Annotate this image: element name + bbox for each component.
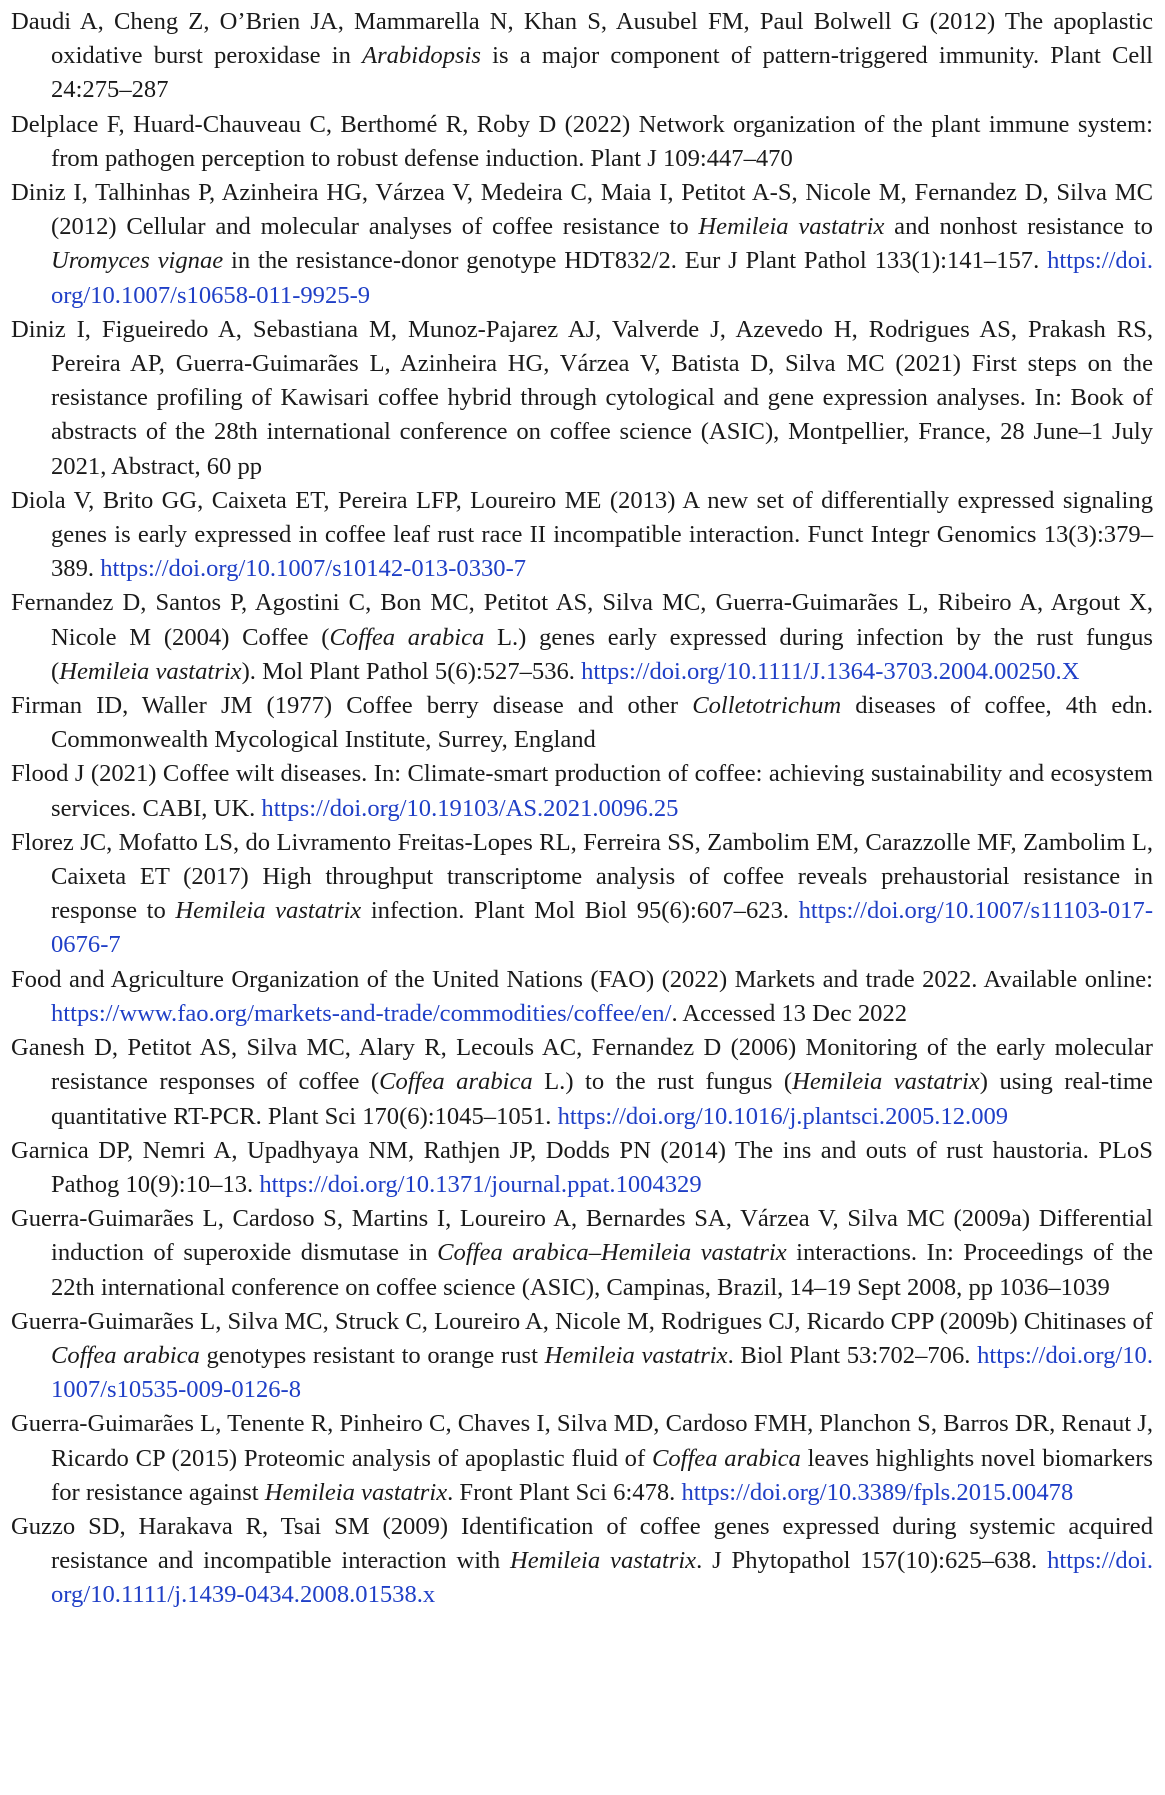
doi-link[interactable]: https://www.fao.org/markets-and-trade/commodities/coffee/en/ — [51, 999, 672, 1027]
doi-link[interactable]: https://doi.org/10.1007/s10658-011-9925-9 — [51, 247, 1153, 309]
reference-text: ) using real-time quantitative RT-PCR. Plant Sci 170(6):1045–1051. — [51, 1068, 1153, 1130]
reference-text: Fernandez D, Santos P, Agostini C, Bon MC, Petitot AS, Silva MC, Guerra-Guimarães L, Ribeiro A, Argout X, Nicole M (2004) Coffee ( — [11, 589, 1153, 651]
reference-entry — [11, 757, 1153, 825]
reference-text: and nonhost resistance to — [884, 213, 1153, 241]
italic-term: Hemileia vastatrix — [544, 1341, 728, 1369]
reference-entry — [11, 1305, 1153, 1408]
italic-term: Coffea arabica — [651, 1444, 801, 1472]
italic-term: Arabidopsis — [362, 42, 481, 70]
reference-text: L.) to the rust fungus ( — [532, 1068, 793, 1096]
reference-text: L.) genes early expressed during infection by the rust fungus ( — [51, 623, 1153, 685]
reference-entry — [11, 313, 1153, 484]
reference-text: Guerra-Guimarães L, Silva MC, Struck C, Loureiro A, Nicole M, Rodrigues CJ, Ricardo CPP (2009b) Chitinases of — [11, 1307, 1153, 1335]
doi-link[interactable]: https://doi.org/10.1007/s11103-017-0676-7 — [51, 897, 1154, 959]
italic-term: Hemileia vastatrix — [264, 1478, 448, 1506]
reference-text: interactions. In: Proceedings of the 22th international conference on coffee science (ASIC), Campinas, Brazil, 14–19 Sept 2008, pp 1036–1039 — [51, 1239, 1153, 1301]
italic-term: Hemileia vastatrix — [698, 213, 885, 241]
reference-entry — [11, 586, 1153, 689]
reference-text: Florez JC, Mofatto LS, do Livramento Freitas-Lopes RL, Ferreira SS, Zambolim EM, Carazzolle MF, Zambolim L, Caixeta ET (2017) High throughput transcriptome analysis of coffee reveals prehaustorial resistance in response to — [11, 828, 1153, 925]
reference-text: . Front Plant Sci 6:478. — [447, 1478, 682, 1506]
italic-term: Coffea arabica — [51, 1341, 200, 1369]
reference-text: ). Mol Plant Pathol 5(6):527–536. — [241, 657, 582, 685]
italic-term: Hemileia vastatrix — [175, 897, 362, 925]
doi-link[interactable]: https://doi.org/10.1007/s10142-013-0330-7 — [100, 555, 527, 583]
reference-text: Guerra-Guimarães L, Tenente R, Pinheiro C, Chaves I, Silva MD, Cardoso FMH, Planchon S, Barros DR, Renaut J, Ricardo CP (2015) Proteomic analysis of apoplastic fluid of — [11, 1410, 1153, 1472]
doi-link[interactable]: https://doi.org/10.1371/journal.ppat.1004329 — [259, 1170, 702, 1198]
reference-text: in the resistance-donor genotype HDT832/2. Eur J Plant Pathol 133(1):141–157. — [223, 247, 1048, 275]
italic-term: Uromyces vignae — [51, 247, 224, 275]
reference-text: Delplace F, Huard-Chauveau C, Berthomé R, Roby D (2022) Network organization of the plant immune system: from pathogen perception to robust defense induction. Plant J 109:447–470 — [11, 110, 1153, 172]
reference-entry — [11, 108, 1153, 176]
italic-term: Coffea arabica–Hemileia vastatrix — [437, 1239, 787, 1267]
doi-link[interactable]: https://doi.org/10.1111/J.1364-3703.2004.00250.X — [581, 657, 1080, 685]
reference-entry — [11, 1031, 1153, 1134]
reference-text: Flood J (2021) Coffee wilt diseases. In: Climate-smart production of coffee: achieving sustainability and ecosystem services. CABI, UK. — [11, 760, 1153, 822]
doi-link[interactable]: https://doi.org/10.1007/s10535-009-0126-8 — [51, 1341, 1153, 1404]
reference-text: Diola V, Brito GG, Caixeta ET, Pereira LFP, Loureiro ME (2013) A new set of differentially expressed signaling genes is early expressed in coffee leaf rust race II incompatible interaction. Funct Integr Genomics 13(3):379–389. — [11, 486, 1153, 583]
reference-entry — [11, 1407, 1153, 1510]
reference-text: infection. Plant Mol Biol 95(6):607–623. — [361, 897, 799, 925]
reference-text: . Accessed 13 Dec 2022 — [671, 999, 908, 1027]
reference-entry — [11, 1134, 1153, 1202]
doi-link[interactable]: https://doi.org/10.1111/j.1439-0434.2008.01538.x — [51, 1547, 1153, 1609]
reference-entry — [11, 5, 1153, 108]
italic-term: Hemileia vastatrix — [510, 1547, 697, 1575]
reference-text: Guzzo SD, Harakava R, Tsai SM (2009) Identification of coffee genes expressed during systemic acquired resistance and incompatible interaction with — [11, 1512, 1153, 1575]
reference-entry — [11, 1510, 1153, 1613]
reference-text: is a major component of pattern-triggered immunity. Plant Cell 24:275–287 — [51, 42, 1153, 104]
reference-text: genotypes resistant to orange rust — [199, 1341, 545, 1369]
reference-text: diseases of coffee, 4th edn. Commonwealth Mycological Institute, Surrey, England — [51, 692, 1153, 754]
reference-text: Diniz I, Talhinhas P, Azinheira HG, Várzea V, Medeira C, Maia I, Petitot A-S, Nicole M, Fernandez D, Silva MC (2012) Cellular and molecular analyses of coffee resistance to — [11, 179, 1153, 241]
doi-link[interactable]: https://doi.org/10.19103/AS.2021.0096.25 — [261, 794, 679, 822]
italic-term: Coffea arabica — [329, 623, 485, 651]
reference-text: Food and Agriculture Organization of the United Nations (FAO) (2022) Markets and trade 2022. Available online: — [11, 965, 1153, 993]
doi-link[interactable]: https://doi.org/10.1016/j.plantsci.2005.12.009 — [557, 1102, 1009, 1130]
reference-text: Garnica DP, Nemri A, Upadhyaya NM, Rathjen JP, Dodds PN (2014) The ins and outs of rust haustoria. PLoS Pathog 10(9):10–13. — [11, 1136, 1153, 1198]
reference-entry — [11, 826, 1153, 963]
reference-entry — [11, 689, 1153, 757]
doi-link[interactable]: https://doi.org/10.3389/fpls.2015.00478 — [681, 1478, 1074, 1506]
reference-text: . J Phytopathol 157(10):625–638. — [696, 1547, 1048, 1575]
reference-text: Firman ID, Waller JM (1977) Coffee berry disease and other — [11, 692, 693, 720]
reference-entry — [11, 963, 1153, 1031]
italic-term: Colletotrichum — [692, 692, 842, 720]
reference-text: leaves highlights novel biomarkers for resistance against — [51, 1444, 1153, 1506]
reference-text: . Biol Plant 53:702–706. — [727, 1341, 978, 1369]
reference-entry — [11, 176, 1153, 313]
italic-term: Hemileia vastatrix — [59, 657, 242, 685]
reference-text: Guerra-Guimarães L, Cardoso S, Martins I, Loureiro A, Bernardes SA, Várzea V, Silva MC (2009a) Differential induction of superoxide dismutase in — [11, 1205, 1153, 1267]
reference-list — [11, 5, 1153, 1613]
reference-entry — [11, 484, 1153, 587]
italic-term: Hemileia vastatrix — [792, 1068, 980, 1096]
reference-text: Daudi A, Cheng Z, O’Brien JA, Mammarella N, Khan S, Ausubel FM, Paul Bolwell G (2012) The apoplastic oxidative burst peroxidase in — [11, 8, 1153, 70]
reference-text: Diniz I, Figueiredo A, Sebastiana M, Munoz-Pajarez AJ, Valverde J, Azevedo H, Rodrigues AS, Prakash RS, Pereira AP, Guerra-Guimarães L, Azinheira HG, Várzea V, Batista D, Silva MC (2021) First steps on the resistance profiling of Kawisari coffee hybrid through cytological and gene expression analyses. In: Book of abstracts of the 28th international conference on coffee science (ASIC), Montpellier, France, 28 June–1 July 2021, Abstract, 60 pp — [11, 315, 1153, 480]
italic-term: Coffea arabica — [379, 1068, 533, 1096]
reference-entry — [11, 1202, 1153, 1305]
reference-text: Ganesh D, Petitot AS, Silva MC, Alary R, Lecouls AC, Fernandez D (2006) Monitoring of the early molecular resistance responses of coffee ( — [11, 1034, 1153, 1096]
